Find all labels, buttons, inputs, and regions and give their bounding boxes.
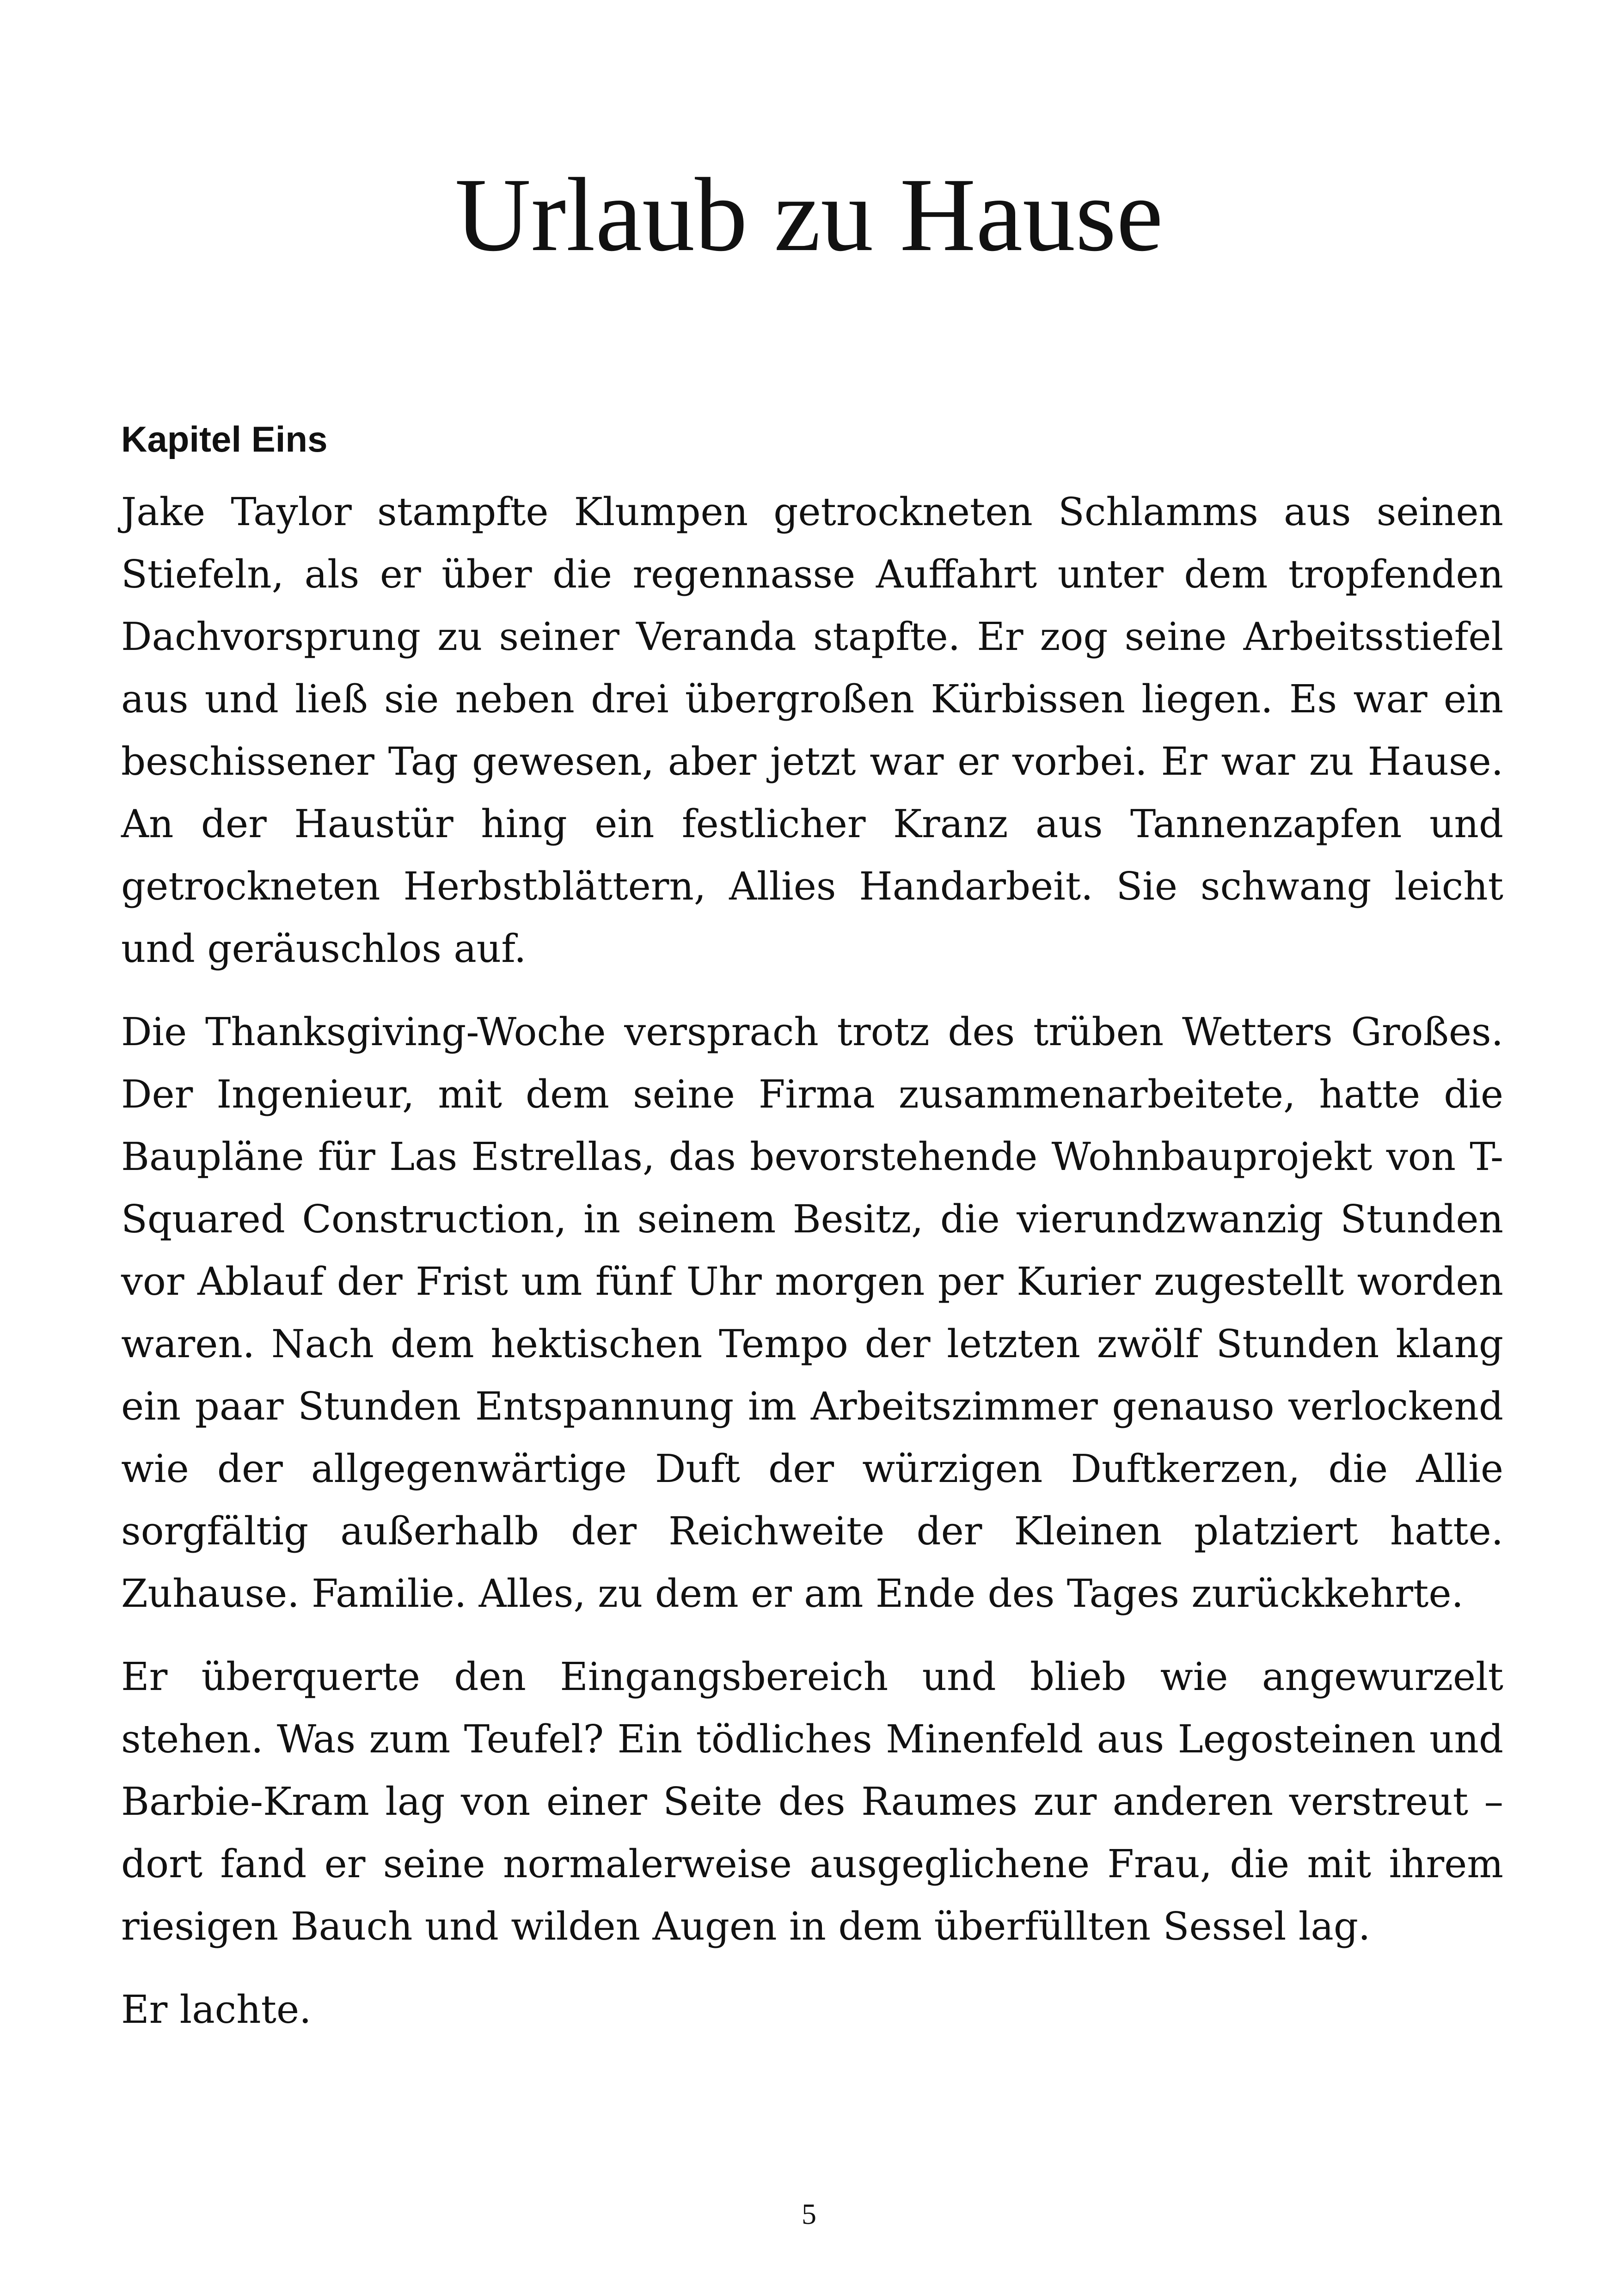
paragraph-1: Jake Taylor stampfte Klumpen getrockneten Schlamms aus seinen Stiefeln, als er über die regennasse Auffahrt unter dem tropfenden Dachvorsprung zu seiner Veranda stapfte. Er zog seine Arbeitsstiefel aus und ließ sie neben drei übergroßen Kürbissen liegen. Es war ein beschissener Tag gewesen, aber jetzt war er vorbei. Er war zu Hause. An der Haustür hing ein festlicher Kranz aus Tannenzapfen und getrockneten Herbstblättern, Allies Handarbeit. Sie schwang leicht und geräuschlos auf.: [121, 490, 1503, 971]
paragraph-4: Er lachte.: [121, 1987, 312, 2032]
paragraph-3: Er überquerte den Eingangsbereich und blieb wie angewurzelt stehen. Was zum Teufel? Ein tödliches Minenfeld aus Legosteinen und Barbie-Kram lag von einer Seite des Raumes zur anderen verstreut – dort fand er seine normalerweise ausgeglichene Frau, die mit ihrem riesigen Bauch und wilden Augen in dem überfüllten Sessel lag.: [121, 1654, 1503, 1949]
chapter-heading: Kapitel Eins: [121, 419, 328, 459]
paragraph-2: Die Thanksgiving-Woche versprach trotz des trüben Wetters Großes. Der Ingenieur, mit dem seine Firma zusammenarbeitete, hatte die Baupläne für Las Estrellas, das bevorstehende Wohnbauprojekt von T-Squared Construction, in seinem Besitz, die vierundzwanzig Stunden vor Ablauf der Frist um fünf Uhr morgen per Kurier zugestellt worden waren. Nach dem hektischen Tempo der letzten zwölf Stunden klang ein paar Stunden Entspannung im Arbeitszimmer genauso verlockend wie der allgegenwärtige Duft der würzigen Duftkerzen, die Allie sorgfältig außerhalb der Reichweite der Kleinen platziert hatte. Zuhause. Familie. Alles, zu dem er am Ende des Tages zurückkehrte.: [121, 1010, 1503, 1616]
chapter-body: [121, 481, 1503, 2062]
page-number: 5: [802, 2198, 816, 2230]
book-title: Urlaub zu Hause: [454, 157, 1164, 273]
